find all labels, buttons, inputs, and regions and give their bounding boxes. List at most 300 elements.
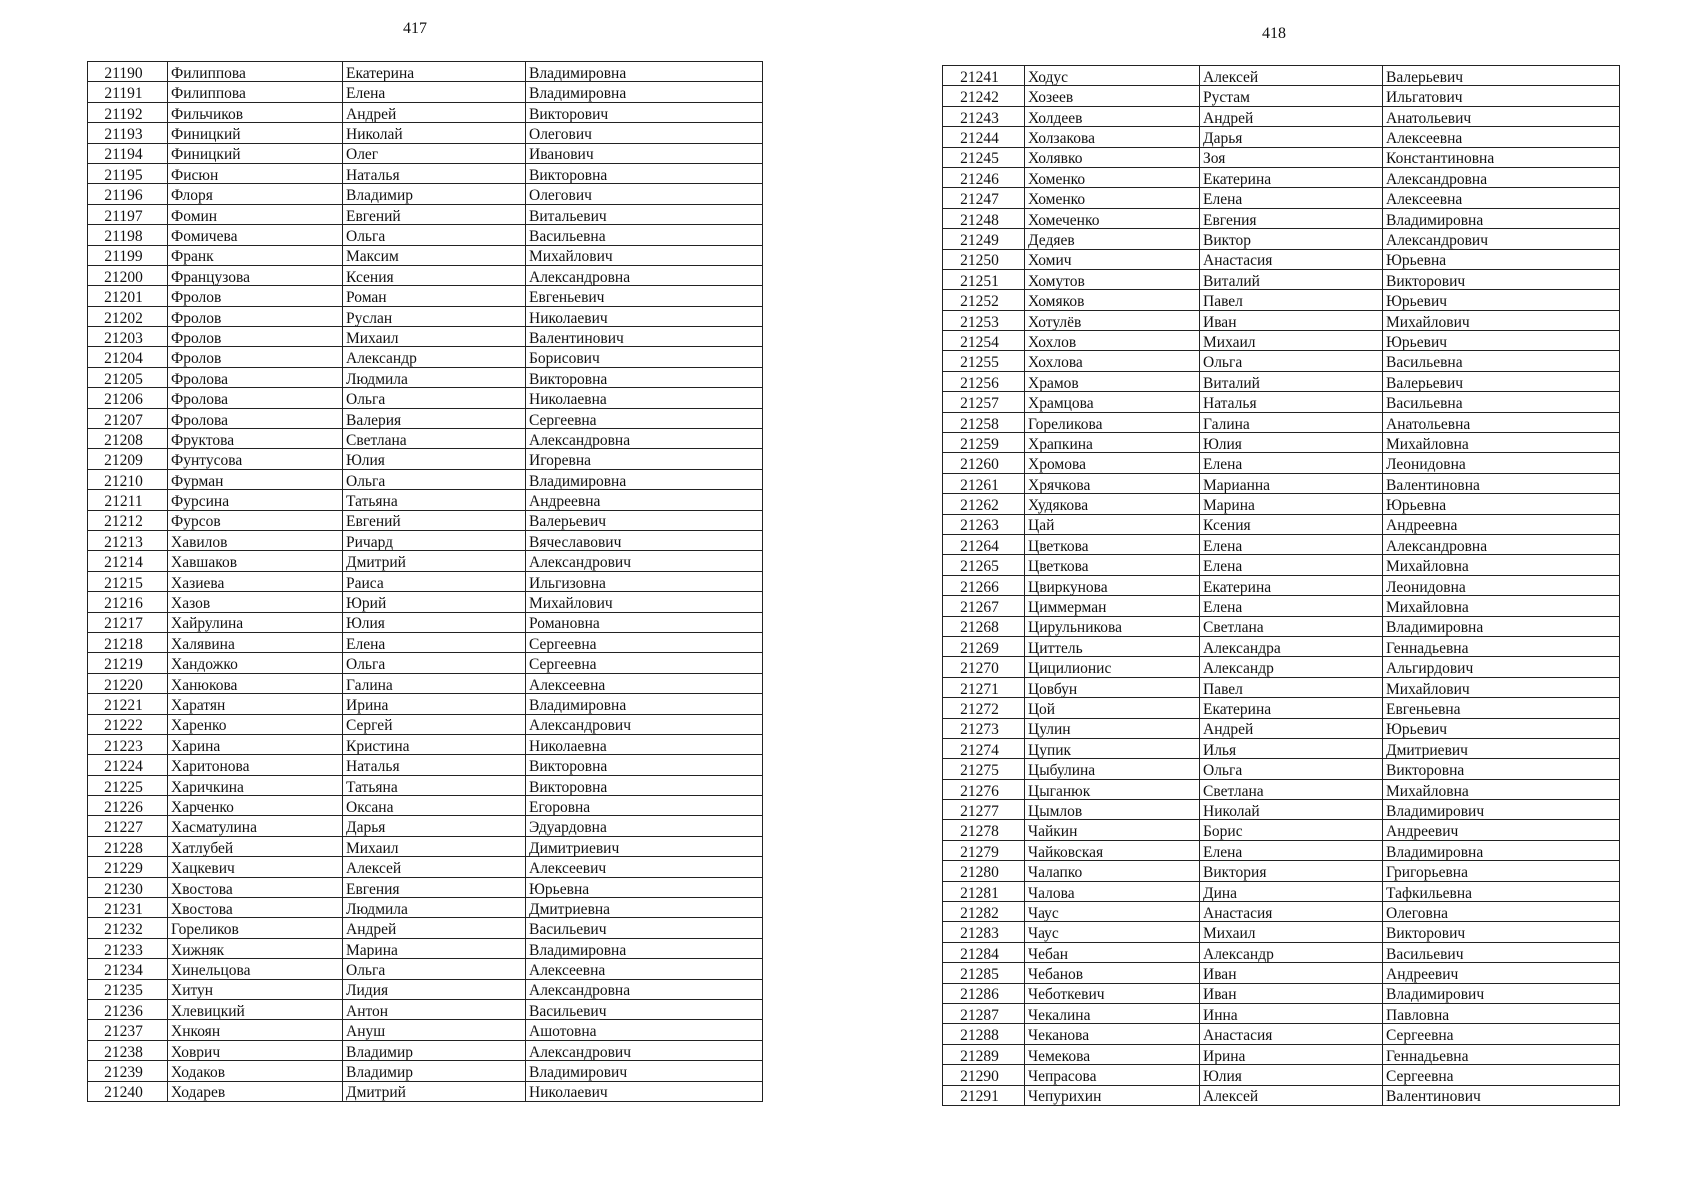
first-name-cell: Владимир [343, 1061, 526, 1081]
surname-cell: Хомеченко [1025, 208, 1200, 228]
table-row [943, 636, 1620, 656]
surname-cell: Хацкевич [168, 857, 343, 877]
surname-cell: Харитонова [168, 755, 343, 775]
surname-cell: Фильчиков [168, 102, 343, 122]
record-number-cell: 21197 [88, 204, 168, 224]
table-row [88, 612, 763, 632]
surname-cell: Финицкий [168, 123, 343, 143]
first-name-cell: Олег [343, 143, 526, 163]
first-name-cell: Роман [343, 286, 526, 306]
table-row [88, 836, 763, 856]
record-number-cell: 21199 [88, 245, 168, 265]
table-row [943, 473, 1620, 493]
first-name-cell: Евгения [343, 877, 526, 897]
record-number-cell: 21252 [943, 290, 1025, 310]
table-row [88, 265, 763, 285]
patronymic-cell: Димитриевич [526, 836, 763, 856]
patronymic-cell: Евгеньевна [1383, 698, 1620, 718]
record-number-cell: 21265 [943, 555, 1025, 575]
patronymic-cell: Васильевич [526, 918, 763, 938]
surname-cell: Чаус [1025, 902, 1200, 922]
first-name-cell: Михаил [343, 836, 526, 856]
patronymic-cell: Викторовна [526, 367, 763, 387]
surname-cell: Чалапко [1025, 861, 1200, 881]
record-number-cell: 21202 [88, 306, 168, 326]
first-name-cell: Сергей [343, 714, 526, 734]
first-name-cell: Андрей [1200, 718, 1383, 738]
record-number-cell: 21236 [88, 999, 168, 1019]
surname-cell: Харченко [168, 796, 343, 816]
record-number-cell: 21270 [943, 657, 1025, 677]
table-row [943, 1003, 1620, 1023]
record-number-cell: 21223 [88, 734, 168, 754]
record-number-cell: 21287 [943, 1003, 1025, 1023]
record-number-cell: 21259 [943, 433, 1025, 453]
table-row [943, 963, 1620, 983]
table-row [88, 388, 763, 408]
record-number-cell: 21232 [88, 918, 168, 938]
first-name-cell: Лидия [343, 979, 526, 999]
record-number-cell: 21191 [88, 82, 168, 102]
patronymic-cell: Викторовна [526, 755, 763, 775]
surname-cell: Холзакова [1025, 127, 1200, 147]
patronymic-cell: Александровна [1383, 534, 1620, 554]
surname-cell: Ханюкова [168, 673, 343, 693]
first-name-cell: Анастасия [1200, 902, 1383, 922]
first-name-cell: Борис [1200, 820, 1383, 840]
patronymic-cell: Викторович [526, 102, 763, 122]
patronymic-cell: Витальевич [526, 204, 763, 224]
first-name-cell: Ирина [343, 694, 526, 714]
table-row [943, 167, 1620, 187]
registry-table-right [942, 65, 1620, 1106]
first-name-cell: Андрей [1200, 106, 1383, 126]
surname-cell: Ходарев [168, 1081, 343, 1101]
first-name-cell: Галина [1200, 412, 1383, 432]
patronymic-cell: Владимировна [526, 82, 763, 102]
first-name-cell: Дарья [343, 816, 526, 836]
table-row [943, 351, 1620, 371]
patronymic-cell: Андреевич [1383, 820, 1620, 840]
surname-cell: Хавшаков [168, 551, 343, 571]
patronymic-cell: Сергеевна [1383, 1024, 1620, 1044]
first-name-cell: Наталья [343, 755, 526, 775]
first-name-cell: Инна [1200, 1003, 1383, 1023]
record-number-cell: 21224 [88, 755, 168, 775]
surname-cell: Хомутов [1025, 269, 1200, 289]
first-name-cell: Татьяна [343, 490, 526, 510]
table-row [88, 816, 763, 836]
record-number-cell: 21285 [943, 963, 1025, 983]
table-row [943, 249, 1620, 269]
table-row [943, 616, 1620, 636]
surname-cell: Ходус [1025, 66, 1200, 86]
record-number-cell: 21282 [943, 902, 1025, 922]
first-name-cell: Ксения [1200, 514, 1383, 534]
patronymic-cell: Алексеевна [526, 959, 763, 979]
first-name-cell: Кристина [343, 734, 526, 754]
table-row [943, 86, 1620, 106]
first-name-cell: Алексей [1200, 1085, 1383, 1105]
surname-cell: Фролова [168, 367, 343, 387]
table-row [88, 286, 763, 306]
first-name-cell: Михаил [1200, 922, 1383, 942]
table-row [943, 575, 1620, 595]
table-row [943, 718, 1620, 738]
first-name-cell: Оксана [343, 796, 526, 816]
surname-cell: Храмов [1025, 371, 1200, 391]
patronymic-cell: Борисович [526, 347, 763, 367]
table-row [943, 290, 1620, 310]
first-name-cell: Ольга [343, 959, 526, 979]
record-number-cell: 21255 [943, 351, 1025, 371]
patronymic-cell: Сергеевна [526, 653, 763, 673]
record-number-cell: 21263 [943, 514, 1025, 534]
table-row [88, 918, 763, 938]
first-name-cell: Виталий [1200, 269, 1383, 289]
record-number-cell: 21250 [943, 249, 1025, 269]
table-row [943, 534, 1620, 554]
table-row [943, 453, 1620, 473]
surname-cell: Финицкий [168, 143, 343, 163]
patronymic-cell: Васильевна [1383, 351, 1620, 371]
table-row [88, 1040, 763, 1060]
first-name-cell: Владимир [343, 184, 526, 204]
surname-cell: Чеканова [1025, 1024, 1200, 1044]
patronymic-cell: Олегович [526, 184, 763, 204]
first-name-cell: Анастасия [1200, 1024, 1383, 1044]
patronymic-cell: Юрьевна [526, 877, 763, 897]
first-name-cell: Елена [1200, 596, 1383, 616]
surname-cell: Фролов [168, 327, 343, 347]
patronymic-cell: Иванович [526, 143, 763, 163]
first-name-cell: Анастасия [1200, 249, 1383, 269]
table-row [88, 898, 763, 918]
surname-cell: Чебан [1025, 942, 1200, 962]
first-name-cell: Владимир [343, 1040, 526, 1060]
record-number-cell: 21280 [943, 861, 1025, 881]
surname-cell: Фруктова [168, 429, 343, 449]
first-name-cell: Юлия [343, 449, 526, 469]
record-number-cell: 21283 [943, 922, 1025, 942]
patronymic-cell: Егоровна [526, 796, 763, 816]
surname-cell: Французова [168, 265, 343, 285]
surname-cell: Хазиева [168, 571, 343, 591]
first-name-cell: Евгений [343, 510, 526, 530]
surname-cell: Фролова [168, 408, 343, 428]
patronymic-cell: Валерьевич [526, 510, 763, 530]
first-name-cell: Павел [1200, 677, 1383, 697]
first-name-cell: Ирина [1200, 1044, 1383, 1064]
surname-cell: Хохлова [1025, 351, 1200, 371]
surname-cell: Циттель [1025, 636, 1200, 656]
first-name-cell: Алексей [1200, 66, 1383, 86]
record-number-cell: 21214 [88, 551, 168, 571]
surname-cell: Хвостова [168, 898, 343, 918]
record-number-cell: 21218 [88, 632, 168, 652]
record-number-cell: 21190 [88, 62, 168, 82]
table-row [88, 347, 763, 367]
patronymic-cell: Михайлович [1383, 310, 1620, 330]
table-row [88, 857, 763, 877]
table-row [943, 779, 1620, 799]
patronymic-cell: Николаевна [526, 734, 763, 754]
patronymic-cell: Валентинович [526, 327, 763, 347]
surname-cell: Фурсов [168, 510, 343, 530]
table-row [943, 983, 1620, 1003]
surname-cell: Циммерман [1025, 596, 1200, 616]
surname-cell: Чеботкевич [1025, 983, 1200, 1003]
patronymic-cell: Александрович [526, 1040, 763, 1060]
record-number-cell: 21245 [943, 147, 1025, 167]
first-name-cell: Наталья [343, 163, 526, 183]
first-name-cell: Дина [1200, 881, 1383, 901]
patronymic-cell: Сергеевна [526, 408, 763, 428]
record-number-cell: 21215 [88, 571, 168, 591]
record-number-cell: 21281 [943, 881, 1025, 901]
patronymic-cell: Николаевна [526, 388, 763, 408]
patronymic-cell: Николаевич [526, 306, 763, 326]
table-row [943, 881, 1620, 901]
record-number-cell: 21264 [943, 534, 1025, 554]
table-row [88, 653, 763, 673]
patronymic-cell: Константиновна [1383, 147, 1620, 167]
table-row [88, 1061, 763, 1081]
record-number-cell: 21207 [88, 408, 168, 428]
record-number-cell: 21227 [88, 816, 168, 836]
first-name-cell: Ричард [343, 530, 526, 550]
table-row [88, 1020, 763, 1040]
patronymic-cell: Юрьевич [1383, 718, 1620, 738]
first-name-cell: Николай [343, 123, 526, 143]
surname-cell: Ходаков [168, 1061, 343, 1081]
first-name-cell: Ольга [1200, 351, 1383, 371]
surname-cell: Чемекова [1025, 1044, 1200, 1064]
table-row [943, 759, 1620, 779]
first-name-cell: Елена [1200, 188, 1383, 208]
record-number-cell: 21247 [943, 188, 1025, 208]
first-name-cell: Зоя [1200, 147, 1383, 167]
table-row [943, 1044, 1620, 1064]
record-number-cell: 21260 [943, 453, 1025, 473]
patronymic-cell: Валерьевич [1383, 66, 1620, 86]
patronymic-cell: Владимировна [1383, 616, 1620, 636]
table-row [88, 469, 763, 489]
table-row [88, 755, 763, 775]
surname-cell: Фролов [168, 306, 343, 326]
table-row [88, 959, 763, 979]
first-name-cell: Иван [1200, 310, 1383, 330]
record-number-cell: 21268 [943, 616, 1025, 636]
record-number-cell: 21254 [943, 331, 1025, 351]
record-number-cell: 21278 [943, 820, 1025, 840]
patronymic-cell: Олегович [526, 123, 763, 143]
patronymic-cell: Сергеевна [526, 632, 763, 652]
patronymic-cell: Владимирович [1383, 983, 1620, 1003]
patronymic-cell: Владимировна [526, 694, 763, 714]
surname-cell: Хвостова [168, 877, 343, 897]
surname-cell: Цулин [1025, 718, 1200, 738]
table-row [943, 922, 1620, 942]
table-row [88, 877, 763, 897]
first-name-cell: Ольга [343, 388, 526, 408]
record-number-cell: 21275 [943, 759, 1025, 779]
surname-cell: Хижняк [168, 938, 343, 958]
patronymic-cell: Михайлович [1383, 677, 1620, 697]
first-name-cell: Ольга [343, 225, 526, 245]
record-number-cell: 21201 [88, 286, 168, 306]
surname-cell: Храпкина [1025, 433, 1200, 453]
surname-cell: Хасматулина [168, 816, 343, 836]
table-row [88, 62, 763, 82]
table-row [943, 514, 1620, 534]
table-row [943, 106, 1620, 126]
table-row [943, 147, 1620, 167]
first-name-cell: Александра [1200, 636, 1383, 656]
table-row [88, 938, 763, 958]
record-number-cell: 21204 [88, 347, 168, 367]
record-number-cell: 21251 [943, 269, 1025, 289]
first-name-cell: Ольга [1200, 759, 1383, 779]
first-name-cell: Павел [1200, 290, 1383, 310]
patronymic-cell: Михайловна [1383, 596, 1620, 616]
first-name-cell: Елена [343, 632, 526, 652]
patronymic-cell: Анатольевна [1383, 412, 1620, 432]
table-row [943, 942, 1620, 962]
record-number-cell: 21221 [88, 694, 168, 714]
record-number-cell: 21222 [88, 714, 168, 734]
first-name-cell: Елена [1200, 840, 1383, 860]
record-number-cell: 21206 [88, 388, 168, 408]
first-name-cell: Антон [343, 999, 526, 1019]
patronymic-cell: Владимирович [526, 1061, 763, 1081]
table-row [88, 449, 763, 469]
record-number-cell: 21262 [943, 494, 1025, 514]
surname-cell: Филиппова [168, 82, 343, 102]
record-number-cell: 21256 [943, 371, 1025, 391]
record-number-cell: 21208 [88, 429, 168, 449]
record-number-cell: 21211 [88, 490, 168, 510]
first-name-cell: Виктор [1200, 229, 1383, 249]
table-row [88, 999, 763, 1019]
table-row [943, 861, 1620, 881]
first-name-cell: Ольга [343, 653, 526, 673]
table-row [88, 408, 763, 428]
record-number-cell: 21209 [88, 449, 168, 469]
table-row [943, 840, 1620, 860]
surname-cell: Цай [1025, 514, 1200, 534]
patronymic-cell: Юрьевна [1383, 249, 1620, 269]
patronymic-cell: Васильевич [526, 999, 763, 1019]
table-row [943, 412, 1620, 432]
surname-cell: Цветкова [1025, 534, 1200, 554]
record-number-cell: 21212 [88, 510, 168, 530]
table-row [943, 902, 1620, 922]
record-number-cell: 21243 [943, 106, 1025, 126]
patronymic-cell: Андреевна [1383, 514, 1620, 534]
record-number-cell: 21233 [88, 938, 168, 958]
record-number-cell: 21192 [88, 102, 168, 122]
record-number-cell: 21230 [88, 877, 168, 897]
first-name-cell: Дарья [1200, 127, 1383, 147]
surname-cell: Цветкова [1025, 555, 1200, 575]
table-row [88, 143, 763, 163]
table-row [88, 204, 763, 224]
patronymic-cell: Сергеевна [1383, 1065, 1620, 1085]
first-name-cell: Алексей [343, 857, 526, 877]
record-number-cell: 21225 [88, 775, 168, 795]
table-row [88, 979, 763, 999]
record-number-cell: 21273 [943, 718, 1025, 738]
table-row [943, 433, 1620, 453]
table-row [88, 82, 763, 102]
surname-cell: Храмцова [1025, 392, 1200, 412]
record-number-cell: 21219 [88, 653, 168, 673]
record-number-cell: 21213 [88, 530, 168, 550]
patronymic-cell: Александровна [1383, 167, 1620, 187]
patronymic-cell: Юрьевна [1383, 494, 1620, 514]
table-row [88, 530, 763, 550]
table-row [943, 657, 1620, 677]
record-number-cell: 21288 [943, 1024, 1025, 1044]
table-row [943, 800, 1620, 820]
first-name-cell: Михаил [1200, 331, 1383, 351]
record-number-cell: 21210 [88, 469, 168, 489]
patronymic-cell: Викторович [1383, 922, 1620, 942]
first-name-cell: Екатерина [1200, 575, 1383, 595]
patronymic-cell: Михайлович [526, 592, 763, 612]
table-row [943, 269, 1620, 289]
patronymic-cell: Павловна [1383, 1003, 1620, 1023]
record-number-cell: 21286 [943, 983, 1025, 1003]
table-row [943, 392, 1620, 412]
patronymic-cell: Михайлович [526, 245, 763, 265]
first-name-cell: Елена [1200, 453, 1383, 473]
patronymic-cell: Владимировна [526, 62, 763, 82]
table-row [88, 592, 763, 612]
first-name-cell: Иван [1200, 963, 1383, 983]
record-number-cell: 21274 [943, 738, 1025, 758]
table-row [943, 208, 1620, 228]
patronymic-cell: Валентинович [1383, 1085, 1620, 1105]
record-number-cell: 21267 [943, 596, 1025, 616]
surname-cell: Хромова [1025, 453, 1200, 473]
patronymic-cell: Васильевна [526, 225, 763, 245]
record-number-cell: 21198 [88, 225, 168, 245]
patronymic-cell: Анатольевич [1383, 106, 1620, 126]
first-name-cell: Людмила [343, 898, 526, 918]
record-number-cell: 21240 [88, 1081, 168, 1101]
first-name-cell: Людмила [343, 367, 526, 387]
table-row [943, 229, 1620, 249]
record-number-cell: 21253 [943, 310, 1025, 330]
record-number-cell: 21217 [88, 612, 168, 632]
first-name-cell: Андрей [343, 102, 526, 122]
patronymic-cell: Ильгизовна [526, 571, 763, 591]
patronymic-cell: Алексеевич [526, 857, 763, 877]
table-row [88, 327, 763, 347]
surname-cell: Хомяков [1025, 290, 1200, 310]
record-number-cell: 21272 [943, 698, 1025, 718]
first-name-cell: Михаил [343, 327, 526, 347]
surname-cell: Цой [1025, 698, 1200, 718]
patronymic-cell: Андреевич [1383, 963, 1620, 983]
patronymic-cell: Николаевич [526, 1081, 763, 1101]
table-row [943, 1085, 1620, 1105]
surname-cell: Фурсина [168, 490, 343, 510]
table-row [88, 714, 763, 734]
table-row [943, 596, 1620, 616]
